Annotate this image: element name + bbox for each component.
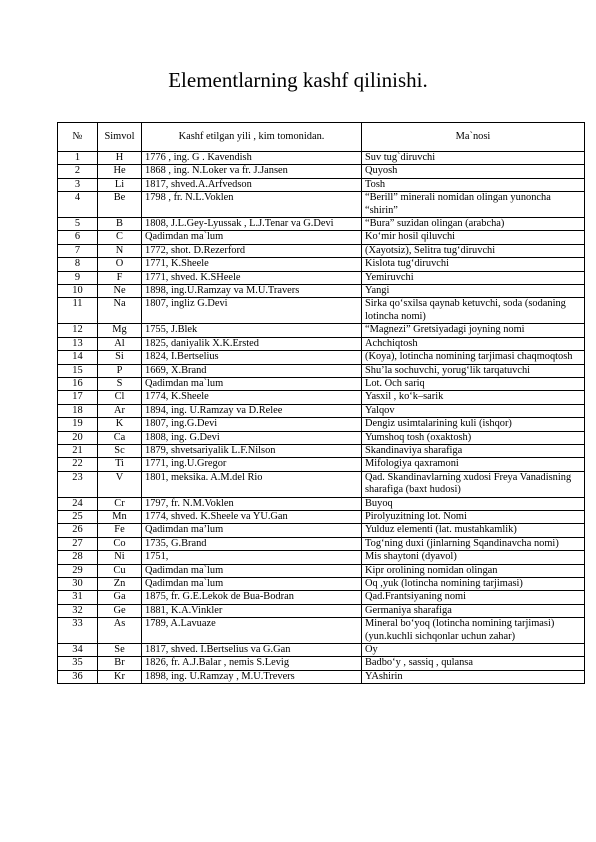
table-row bbox=[58, 510, 585, 523]
cell-symbol: Ne bbox=[98, 285, 142, 298]
cell-discovery: 1808, J.L.Gey-Lyussak , L.J.Tenar va G.Devi bbox=[142, 218, 362, 231]
table-row bbox=[58, 591, 585, 604]
cell-symbol: Be bbox=[98, 192, 142, 218]
cell-symbol: V bbox=[98, 471, 142, 497]
cell-number: 13 bbox=[58, 337, 98, 350]
cell-symbol: Cu bbox=[98, 564, 142, 577]
cell-number: 29 bbox=[58, 564, 98, 577]
cell-discovery: 1798 , fr. N.L.Voklen bbox=[142, 192, 362, 218]
cell-discovery: 1807, ingliz G.Devi bbox=[142, 298, 362, 324]
cell-discovery: 1875, fr. G.E.Lekok de Bua-Bodran bbox=[142, 591, 362, 604]
table-row bbox=[58, 298, 585, 324]
column-header-number: № bbox=[58, 123, 98, 152]
cell-discovery: Qadimdan ma`lum bbox=[142, 564, 362, 577]
cell-discovery: 1776 , ing. G . Kavendish bbox=[142, 152, 362, 165]
cell-symbol: Co bbox=[98, 537, 142, 550]
table-row bbox=[58, 458, 585, 471]
cell-number: 33 bbox=[58, 618, 98, 644]
cell-number: 21 bbox=[58, 444, 98, 457]
cell-discovery: 1817, shved.A.Arfvedson bbox=[142, 178, 362, 191]
cell-number: 23 bbox=[58, 471, 98, 497]
table-row bbox=[58, 337, 585, 350]
cell-number: 27 bbox=[58, 537, 98, 550]
cell-discovery: 1751, bbox=[142, 551, 362, 564]
cell-symbol: Fe bbox=[98, 524, 142, 537]
cell-meaning: Pirolyuzitning lot. Nomi bbox=[362, 510, 585, 523]
cell-number: 34 bbox=[58, 644, 98, 657]
table-row bbox=[58, 604, 585, 617]
cell-meaning: YAshirin bbox=[362, 670, 585, 683]
cell-symbol: Kr bbox=[98, 670, 142, 683]
cell-number: 25 bbox=[58, 510, 98, 523]
table-row bbox=[58, 524, 585, 537]
cell-discovery: 1771, ing.U.Gregor bbox=[142, 458, 362, 471]
cell-symbol: Sc bbox=[98, 444, 142, 457]
table-row bbox=[58, 152, 585, 165]
cell-number: 14 bbox=[58, 351, 98, 364]
table-row bbox=[58, 351, 585, 364]
cell-symbol: Mn bbox=[98, 510, 142, 523]
cell-meaning: Oy bbox=[362, 644, 585, 657]
cell-number: 10 bbox=[58, 285, 98, 298]
cell-symbol: N bbox=[98, 244, 142, 257]
cell-meaning: Yumshoq tosh (oxaktosh) bbox=[362, 431, 585, 444]
cell-meaning: Kipr orolining nomidan olingan bbox=[362, 564, 585, 577]
cell-discovery: 1807, ing.G.Devi bbox=[142, 418, 362, 431]
cell-symbol: Zn bbox=[98, 578, 142, 591]
cell-meaning: “Bura” suzidan olingan (arabcha) bbox=[362, 218, 585, 231]
cell-number: 26 bbox=[58, 524, 98, 537]
cell-number: 32 bbox=[58, 604, 98, 617]
table-row bbox=[58, 670, 585, 683]
cell-discovery: 1824, I.Bertselius bbox=[142, 351, 362, 364]
column-header-discovery: Kashf etilgan yili , kim tomonidan. bbox=[142, 123, 362, 152]
cell-symbol: S bbox=[98, 377, 142, 390]
cell-symbol: Ar bbox=[98, 404, 142, 417]
column-header-symbol: Simvol bbox=[98, 123, 142, 152]
cell-meaning: Mifologiya qaxramoni bbox=[362, 458, 585, 471]
table-row bbox=[58, 431, 585, 444]
cell-discovery: 1771, K.Sheele bbox=[142, 258, 362, 271]
cell-number: 5 bbox=[58, 218, 98, 231]
cell-meaning: Yangi bbox=[362, 285, 585, 298]
table-row bbox=[58, 618, 585, 644]
cell-meaning: Qad.Frantsiyaning nomi bbox=[362, 591, 585, 604]
table-row bbox=[58, 551, 585, 564]
cell-discovery: Qadimdan ma`lum bbox=[142, 578, 362, 591]
cell-discovery: 1817, shved. I.Bertselius va G.Gan bbox=[142, 644, 362, 657]
table-row bbox=[58, 578, 585, 591]
cell-discovery: Qadimdan ma’lum bbox=[142, 524, 362, 537]
table-row bbox=[58, 418, 585, 431]
cell-number: 20 bbox=[58, 431, 98, 444]
cell-symbol: He bbox=[98, 165, 142, 178]
cell-symbol: Ge bbox=[98, 604, 142, 617]
cell-symbol: Cl bbox=[98, 391, 142, 404]
cell-symbol: B bbox=[98, 218, 142, 231]
cell-meaning: Badbo‘y , sassiq , qulansa bbox=[362, 657, 585, 670]
table-row bbox=[58, 271, 585, 284]
cell-discovery: 1774, K.Sheele bbox=[142, 391, 362, 404]
cell-discovery: 1789, A.Lavuaze bbox=[142, 618, 362, 644]
cell-symbol: Ca bbox=[98, 431, 142, 444]
table-row bbox=[58, 537, 585, 550]
cell-meaning: Qad. Skandinavlarning xudosi Freya Vanadisning sharafiga (baxt hudosi) bbox=[362, 471, 585, 497]
cell-symbol: Ti bbox=[98, 458, 142, 471]
cell-discovery: 1879, shvetsariyalik L.F.Nilson bbox=[142, 444, 362, 457]
table-row bbox=[58, 497, 585, 510]
cell-meaning: Lot. Och sariq bbox=[362, 377, 585, 390]
cell-number: 11 bbox=[58, 298, 98, 324]
cell-discovery: 1898, ing. U.Ramzay , M.U.Trevers bbox=[142, 670, 362, 683]
cell-meaning: Mineral bo‘yoq (lotincha nomining tarjimasi)(yun.kuchli sichqonlar uchun zahar) bbox=[362, 618, 585, 644]
table-row bbox=[58, 231, 585, 244]
cell-number: 12 bbox=[58, 324, 98, 337]
table-row bbox=[58, 218, 585, 231]
cell-meaning: Sirka qo‘sxilsa qaynab ketuvchi, soda (sodaning lotincha nomi) bbox=[362, 298, 585, 324]
cell-symbol: H bbox=[98, 152, 142, 165]
cell-number: 19 bbox=[58, 418, 98, 431]
cell-symbol: Na bbox=[98, 298, 142, 324]
cell-number: 30 bbox=[58, 578, 98, 591]
cell-discovery: 1774, shved. K.Sheele va YU.Gan bbox=[142, 510, 362, 523]
cell-symbol: Si bbox=[98, 351, 142, 364]
cell-discovery: 1808, ing. G.Devi bbox=[142, 431, 362, 444]
cell-number: 8 bbox=[58, 258, 98, 271]
cell-symbol: K bbox=[98, 418, 142, 431]
cell-meaning: “Berill” minerali nomidan olingan yunoncha “shirin” bbox=[362, 192, 585, 218]
cell-discovery: 1755, J.Blek bbox=[142, 324, 362, 337]
cell-symbol: Se bbox=[98, 644, 142, 657]
cell-symbol: Al bbox=[98, 337, 142, 350]
cell-symbol: As bbox=[98, 618, 142, 644]
cell-number: 17 bbox=[58, 391, 98, 404]
page-title: Elementlarning kashf qilinishi. bbox=[168, 68, 428, 92]
cell-symbol: F bbox=[98, 271, 142, 284]
table-row bbox=[58, 285, 585, 298]
cell-number: 7 bbox=[58, 244, 98, 257]
cell-symbol: Cr bbox=[98, 497, 142, 510]
cell-meaning: Oq ,yuk (lotincha nomining tarjimasi) bbox=[362, 578, 585, 591]
cell-discovery: 1894, ing. U.Ramzay va D.Relee bbox=[142, 404, 362, 417]
cell-number: 36 bbox=[58, 670, 98, 683]
cell-meaning: Yulduz elementi (lat. mustahkamlik) bbox=[362, 524, 585, 537]
cell-number: 6 bbox=[58, 231, 98, 244]
table-row bbox=[58, 471, 585, 497]
table-row bbox=[58, 377, 585, 390]
cell-number: 31 bbox=[58, 591, 98, 604]
cell-number: 18 bbox=[58, 404, 98, 417]
cell-discovery: 1772, shot. D.Rezerford bbox=[142, 244, 362, 257]
table-row bbox=[58, 404, 585, 417]
cell-meaning: Mis shaytoni (dyavol) bbox=[362, 551, 585, 564]
cell-number: 24 bbox=[58, 497, 98, 510]
cell-meaning: “Magnezi” Gretsiyadagi joyning nomi bbox=[362, 324, 585, 337]
cell-number: 28 bbox=[58, 551, 98, 564]
cell-meaning: Dengiz usimtalarining kuli (ishqor) bbox=[362, 418, 585, 431]
table-row bbox=[58, 564, 585, 577]
cell-symbol: Ga bbox=[98, 591, 142, 604]
table-row bbox=[58, 364, 585, 377]
table-row bbox=[58, 178, 585, 191]
cell-discovery: 1797, fr. N.M.Voklen bbox=[142, 497, 362, 510]
cell-meaning: Achchiqtosh bbox=[362, 337, 585, 350]
column-header-meaning: Ma`nosi bbox=[362, 123, 585, 152]
cell-number: 9 bbox=[58, 271, 98, 284]
table-row bbox=[58, 657, 585, 670]
cell-number: 15 bbox=[58, 364, 98, 377]
cell-discovery: Qadimdan ma`lum bbox=[142, 377, 362, 390]
cell-meaning: Tosh bbox=[362, 178, 585, 191]
cell-number: 4 bbox=[58, 192, 98, 218]
table-row bbox=[58, 244, 585, 257]
table-row bbox=[58, 391, 585, 404]
cell-discovery: 1669, X.Brand bbox=[142, 364, 362, 377]
cell-discovery: 1735, G.Brand bbox=[142, 537, 362, 550]
cell-discovery: 1771, shved. K.SHeele bbox=[142, 271, 362, 284]
cell-meaning: (Koya), lotincha nomining tarjimasi chaqmoqtosh bbox=[362, 351, 585, 364]
cell-discovery: 1868 , ing. N.Loker va fr. J.Jansen bbox=[142, 165, 362, 178]
cell-meaning: Suv tug`diruvchi bbox=[362, 152, 585, 165]
cell-meaning: Yalqov bbox=[362, 404, 585, 417]
cell-meaning: Tog‘ning duxi (jinlarning Sqandinavcha nomi) bbox=[362, 537, 585, 550]
cell-symbol: Ni bbox=[98, 551, 142, 564]
table-row bbox=[58, 192, 585, 218]
table-row bbox=[58, 444, 585, 457]
cell-number: 35 bbox=[58, 657, 98, 670]
cell-number: 16 bbox=[58, 377, 98, 390]
cell-symbol: Mg bbox=[98, 324, 142, 337]
cell-meaning: Yemiruvchi bbox=[362, 271, 585, 284]
cell-symbol: C bbox=[98, 231, 142, 244]
cell-meaning: (Xayotsiz), Selitra tug‘diruvchi bbox=[362, 244, 585, 257]
cell-meaning: Quyosh bbox=[362, 165, 585, 178]
table-body bbox=[58, 152, 585, 684]
cell-meaning: Yasxil , ko‘k–sarik bbox=[362, 391, 585, 404]
elements-discovery-table bbox=[57, 122, 585, 684]
table-row bbox=[58, 324, 585, 337]
cell-meaning: Kislota tug‘diruvchi bbox=[362, 258, 585, 271]
cell-meaning: Shu’la sochuvchi, yorug‘lik tarqatuvchi bbox=[362, 364, 585, 377]
table-header-row bbox=[58, 123, 585, 152]
cell-meaning: Skandinaviya sharafiga bbox=[362, 444, 585, 457]
cell-number: 2 bbox=[58, 165, 98, 178]
cell-meaning: Germaniya sharafiga bbox=[362, 604, 585, 617]
cell-symbol: Li bbox=[98, 178, 142, 191]
cell-number: 1 bbox=[58, 152, 98, 165]
cell-discovery: 1801, meksika. A.M.del Rio bbox=[142, 471, 362, 497]
cell-symbol: P bbox=[98, 364, 142, 377]
cell-number: 22 bbox=[58, 458, 98, 471]
cell-meaning: Buyoq bbox=[362, 497, 585, 510]
cell-symbol: O bbox=[98, 258, 142, 271]
cell-discovery: 1898, ing.U.Ramzay va M.U.Travers bbox=[142, 285, 362, 298]
cell-symbol: Br bbox=[98, 657, 142, 670]
cell-meaning: Ko‘mir hosil qiluvchi bbox=[362, 231, 585, 244]
table-row bbox=[58, 644, 585, 657]
cell-discovery: 1881, K.A.Vinkler bbox=[142, 604, 362, 617]
cell-discovery: 1825, daniyalik X.K.Ersted bbox=[142, 337, 362, 350]
table-row bbox=[58, 258, 585, 271]
cell-discovery: 1826, fr. A.J.Balar , nemis S.Levig bbox=[142, 657, 362, 670]
table-row bbox=[58, 165, 585, 178]
cell-discovery: Qadimdan ma`lum bbox=[142, 231, 362, 244]
cell-number: 3 bbox=[58, 178, 98, 191]
